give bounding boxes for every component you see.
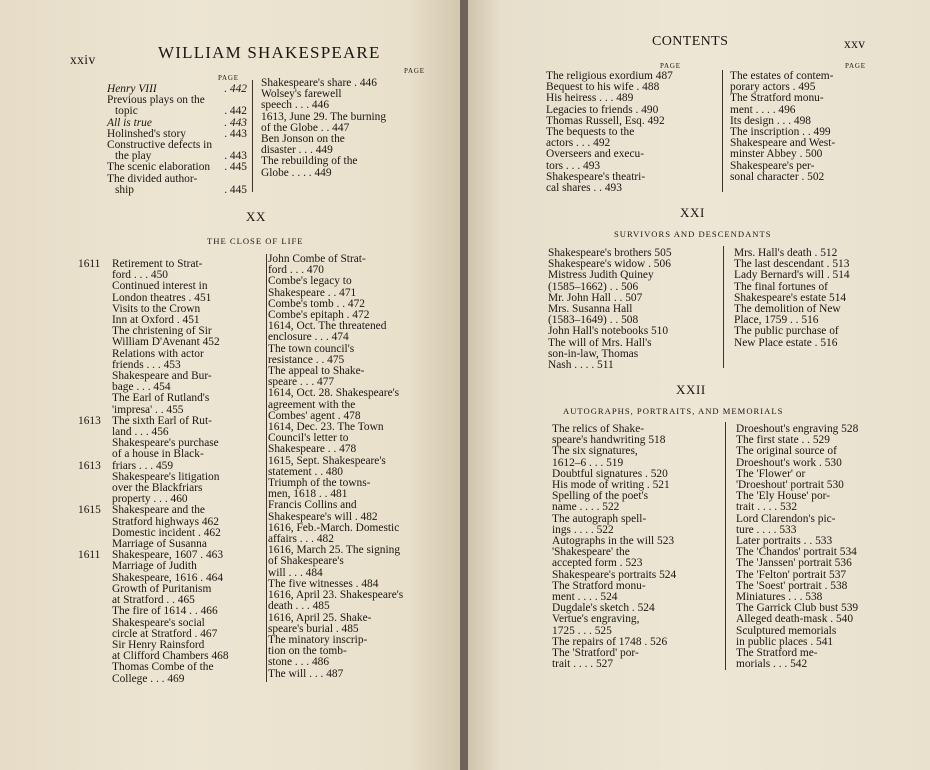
contents-entry-line: The minatory inscrip- <box>268 633 368 646</box>
contents-entry-line: The 'Stratford' por- <box>552 647 639 660</box>
contents-entry-line: The will . . . 487 <box>268 667 344 680</box>
contents-entry-line: Marriage of Judith <box>112 560 197 573</box>
contents-entry-line: College . . . 469 <box>112 672 185 685</box>
contents-entry-line: The 'Felton' portrait 537 <box>736 568 847 581</box>
contents-entry-line: Globe . . . . 449 <box>261 166 332 179</box>
contents-entry-line: ford . . . 450 <box>112 269 168 282</box>
contents-entry-line: Combes' agent . 478 <box>268 409 361 422</box>
contents-entry-line: Doubtful signatures . 520 <box>552 467 668 480</box>
contents-entry-line: Shakespeare's purchase <box>112 437 219 450</box>
contents-entry-line: Mrs. Hall's death . 512 <box>734 247 838 259</box>
right-page-label-a: PAGE <box>660 62 681 70</box>
contents-entry-line: The christening of Sir <box>112 325 212 338</box>
contents-entry-line: The fire of 1614 . . 466 <box>112 605 218 618</box>
contents-entry-line: friars . . . 459 <box>112 459 174 472</box>
contents-entry-line: Holinshed's story . 443 <box>107 127 247 140</box>
contents-entry-line: Overseers and execu- <box>546 148 645 161</box>
contents-entry-line: cal shares . . 493 <box>546 182 622 195</box>
contents-entry-line: The six signatures, <box>552 445 638 458</box>
contents-entry-line: at Clifford Chambers 468 <box>112 650 229 663</box>
contents-entry-line: Place, 1759 . . 516 <box>734 314 819 327</box>
contents-entry-line: Shakespeare's social <box>112 616 205 629</box>
chapter-xx-title: THE CLOSE OF LIFE <box>207 236 304 246</box>
left-page <box>0 0 462 770</box>
chapter-xxii-number: XXII <box>676 382 706 397</box>
contents-entry-line: The Garrick Club bust 539 <box>736 602 859 615</box>
chapter-xxi-col1 <box>548 248 720 371</box>
contents-entry-line: actors . . . 492 <box>546 137 611 150</box>
contents-entry-line: 1616, Feb.-March. Domestic <box>268 521 400 534</box>
contents-entry-line: son-in-law, Thomas <box>548 347 639 360</box>
right-page-label-b: PAGE <box>845 62 866 70</box>
contents-entry-line: Shakespeare's portraits 524 <box>552 568 677 581</box>
contents-entry-line: The autograph spell- <box>552 512 647 525</box>
contents-entry-line: Thomas Combe of the <box>112 661 214 674</box>
year-marker: 1613 <box>78 414 101 427</box>
chapter-xx-col1 <box>112 259 262 685</box>
page-ref: . 443 <box>224 116 247 129</box>
contents-entry-line: The inscription . . 499 <box>730 126 831 139</box>
contents-entry-line: Droeshout's work . 530 <box>736 456 842 469</box>
contents-entry-line: The five witnesses . 484 <box>268 577 379 590</box>
contents-entry-line: Francis Collins and <box>268 499 357 512</box>
year-marker: 1615 <box>78 504 101 517</box>
year-marker: 1611 <box>78 549 101 562</box>
contents-entry-line: 1613, June 29. The burning <box>261 110 387 123</box>
left-top-divider <box>252 80 253 192</box>
contents-entry-line: Miniatures . . . 538 <box>736 591 823 604</box>
contents-entry-line: tors . . . 493 <box>546 159 601 172</box>
contents-entry-line: death . . . 485 <box>268 600 330 613</box>
contents-entry-line: land . . . 456 <box>112 426 169 439</box>
contents-entry-line: 1612–6 . . . 519 <box>552 456 624 469</box>
contents-entry-line: The 'Ely House' por- <box>736 490 831 503</box>
contents-entry-line: 1614, Oct. The threatened <box>268 320 387 333</box>
contents-entry-line: Shakespeare . . 478 <box>268 443 357 456</box>
contents-entry-line: The 'Chandos' portrait 534 <box>736 546 857 559</box>
contents-entry-line: 1616, April 23. Shakespeare's <box>268 589 404 602</box>
contents-entry-line: Continued interest in <box>112 280 208 293</box>
contents-entry-line: ings . . . . 522 <box>552 523 614 536</box>
contents-entry-line: in public places . 541 <box>736 635 834 648</box>
chapter-xxii-col2 <box>736 424 906 670</box>
contents-entry-line: Sir Henry Rainsford <box>112 638 205 651</box>
contents-entry-line: Its design . . . 498 <box>730 114 811 127</box>
left-page-label-b: PAGE <box>404 67 425 75</box>
contents-entry-line: porary actors . 495 <box>730 81 816 94</box>
chapter-xxi-number: XXI <box>680 205 705 220</box>
contents-entry-line: Combe's legacy to <box>268 275 352 288</box>
contents-entry-line: Legacies to friends . 490 <box>546 103 659 116</box>
contents-entry-line: Sculptured memorials <box>736 624 837 637</box>
contents-entry-line: Mrs. Susanna Hall <box>548 303 633 316</box>
chapter-xxi-divider <box>723 246 724 368</box>
contents-entry-line: bage . . . 454 <box>112 381 171 394</box>
contents-entry-line: The appeal to Shake- <box>268 365 365 378</box>
contents-entry-line: sonal character . 502 <box>730 170 825 183</box>
contents-entry-line: speare . . . 477 <box>268 376 335 389</box>
contents-entry-line: Shakespeare's widow . 506 <box>548 258 671 271</box>
contents-entry-line: Shakespeare's share . 446 <box>261 77 377 89</box>
page-ref: . 442 <box>224 83 247 95</box>
contents-entry-line: stone . . . 486 <box>268 656 330 669</box>
page-ref: . 445 <box>224 161 247 174</box>
contents-entry-line: The Earl of Rutland's <box>112 392 210 405</box>
contents-entry-line: The final fortunes of <box>734 280 828 293</box>
chapter-xxii-divider <box>725 422 726 670</box>
contents-entry-line: Autographs in the will 523 <box>552 535 675 548</box>
contents-entry-line: The original source of <box>736 445 837 458</box>
contents-entry-line: trait . . . . 532 <box>736 501 798 514</box>
contents-entry-line: property . . . 460 <box>112 493 188 506</box>
contents-entry-line: Later portraits . . 533 <box>736 535 833 548</box>
contents-entry-line: Vertue's engraving, <box>552 613 640 626</box>
contents-entry-line: trait . . . . 527 <box>552 658 614 671</box>
contents-entry-line: The public purchase of <box>734 325 839 338</box>
contents-entry-line: Alleged death-mask . 540 <box>736 613 854 626</box>
contents-entry-line: Shakespeare's per- <box>730 159 815 172</box>
year-marker: 1611 <box>78 258 101 270</box>
contents-entry-line: The last descendant . 513 <box>734 258 850 271</box>
contents-entry-line: Triumph of the towns- <box>268 477 371 490</box>
contents-entry-line: over the Blackfriars <box>112 482 203 495</box>
contents-entry-line: William D'Avenant 452 <box>112 336 220 349</box>
chapter-xxii-title: AUTOGRAPHS, PORTRAITS, AND MEMORIALS <box>563 406 784 416</box>
contents-entry-line: The estates of contem- <box>730 70 834 82</box>
contents-entry-line: 'Droeshout' portrait 530 <box>736 479 844 492</box>
contents-entry-line: John Combe of Strat- <box>268 253 366 265</box>
chapter-xxi-col2 <box>734 248 904 349</box>
contents-entry-line: Shakespeare's estate 514 <box>734 291 847 304</box>
contents-entry-line: Combe's epitaph . 472 <box>268 309 370 322</box>
contents-entry-line: the play . 443 <box>115 150 247 163</box>
contents-entry-line: The bequests to the <box>546 126 635 139</box>
contents-entry-line: New Place estate . 516 <box>734 336 838 349</box>
contents-entry-line: Nash . . . . 511 <box>548 359 614 372</box>
contents-entry-line: speare's handwriting 518 <box>552 434 666 447</box>
contents-entry-line: Droeshout's engraving 528 <box>736 423 859 435</box>
contents-entry-line: John Hall's notebooks 510 <box>548 325 669 338</box>
contents-entry-line: Shakespeare . . 471 <box>268 286 357 299</box>
contents-entry-line: will . . . 484 <box>268 566 323 579</box>
contents-entry-line: His mode of writing . 521 <box>552 479 670 492</box>
contents-entry-line: The 'Soest' portrait . 538 <box>736 579 848 592</box>
contents-entry-line: resistance . . 475 <box>268 353 345 366</box>
page-ref: . 442 <box>224 105 247 118</box>
contents-entry-line: Constructive defects in <box>107 139 213 152</box>
contents-entry-line: Mistress Judith Quiney <box>548 269 654 282</box>
contents-entry-line: The religious exordium 487 <box>546 70 673 82</box>
contents-entry-line: Previous plays on the <box>107 94 205 107</box>
contents-entry-line: Lord Clarendon's pic- <box>736 512 836 525</box>
contents-entry-line: 'impresa' . . 455 <box>112 403 184 416</box>
contents-entry-line: at Stratford . . 465 <box>112 594 195 607</box>
contents-entry-line: Marriage of Susanna <box>112 538 207 551</box>
contents-entry-line: of Shakespeare's <box>268 555 344 568</box>
contents-entry-line: circle at Stratford . 467 <box>112 627 218 640</box>
contents-entry-line: The Stratford me- <box>736 647 818 660</box>
contents-entry-line: friends . . . 453 <box>112 358 181 371</box>
contents-entry-line: The Stratford monu- <box>730 92 824 105</box>
chapter-xxii-col1 <box>552 424 722 670</box>
contents-entry-line: speare's burial . 485 <box>268 622 359 635</box>
contents-entry-line: Council's letter to <box>268 432 349 445</box>
contents-entry-line: Shakespeare's will . 482 <box>268 510 378 523</box>
contents-entry-line: The Stratford monu- <box>552 579 646 592</box>
chapter-xx-col2 <box>268 254 448 680</box>
contents-entry-line: enclosure . . . 474 <box>268 331 349 344</box>
year-marker: 1613 <box>78 459 101 472</box>
contents-entry-line: 'Shakespeare' the <box>552 546 630 559</box>
contents-entry-line: disaster . . . 449 <box>261 144 333 157</box>
contents-entry-line: The town council's <box>268 342 355 355</box>
contents-entry-line: Inn at Oxford . 451 <box>112 314 200 327</box>
contents-entry-line: accepted form . 523 <box>552 557 643 570</box>
chapter-xx-divider <box>266 254 267 682</box>
contents-entry-line: 1615, Sept. Shakespeare's <box>268 454 386 467</box>
contents-entry-line: agreement with the <box>268 398 356 411</box>
contents-entry-line: Shakespeare and West- <box>730 137 836 150</box>
left-page-label-a: PAGE <box>218 74 239 82</box>
contents-entry-line: Lady Bernard's will . 514 <box>734 269 850 282</box>
contents-entry-line: Growth of Puritanism <box>112 582 212 595</box>
contents-entry-line: The first state . . 529 <box>736 434 830 447</box>
contents-entry-line: Shakespeare's brothers 505 <box>548 247 672 259</box>
contents-entry-line: 1614, Oct. 28. Shakespeare's <box>268 387 400 400</box>
contents-top-col2 <box>730 71 900 183</box>
contents-entry-line: Thomas Russell, Esq. 492 <box>546 114 665 127</box>
contents-entry-line: 1616, April 25. Shake- <box>268 611 372 624</box>
contents-entry-line: Combe's tomb . . 472 <box>268 297 365 310</box>
contents-entry-line: Spelling of the poet's <box>552 490 649 503</box>
contents-entry-line: name . . . . 522 <box>552 501 620 514</box>
contents-entry-line: (1585–1662) . . 506 <box>548 280 639 293</box>
contents-entry-line: ment . . . . 496 <box>730 103 796 116</box>
contents-entry-line: tion on the tomb- <box>268 645 347 658</box>
contents-entry-line: The demolition of New <box>734 303 841 316</box>
contents-entry-line: His heiress . . . 489 <box>546 92 634 105</box>
contents-entry-line: The divided author- <box>107 172 198 185</box>
contents-entry-line: ment . . . . 524 <box>552 591 618 604</box>
contents-entry-line: speech . . . 446 <box>261 99 330 112</box>
contents-entry-line: statement . . 480 <box>268 465 343 478</box>
contents-entry-line: The repairs of 1748 . 526 <box>552 635 668 648</box>
contents-entry-line: morials . . . 542 <box>736 658 808 671</box>
contents-entry-line: Shakespeare's litigation <box>112 470 220 483</box>
left-page-number: xxiv <box>70 52 96 67</box>
right-running-head: CONTENTS <box>652 34 729 49</box>
contents-entry-line: The rebuilding of the <box>261 155 358 168</box>
contents-entry-line: The 'Janssen' portrait 536 <box>736 557 852 570</box>
contents-entry-line: (1583–1649) . . 508 <box>548 314 639 327</box>
left-top-col1 <box>107 84 247 196</box>
contents-entry-line: All is true . 443 <box>107 116 247 129</box>
contents-entry-line: 1725 . . . 525 <box>552 624 612 637</box>
contents-entry-line: Domestic incident . 462 <box>112 526 221 539</box>
contents-top-divider <box>722 70 723 192</box>
contents-entry-line: The will of Mrs. Hall's <box>548 336 652 349</box>
contents-entry-line: The scenic elaboration . 445 <box>107 161 247 174</box>
contents-entry-line: Stratford highways 462 <box>112 515 219 528</box>
contents-entry-line: ford . . . 470 <box>268 264 324 277</box>
contents-entry-line: of the Globe . . 447 <box>261 121 350 134</box>
contents-entry-line: Shakespeare and Bur- <box>112 370 212 383</box>
contents-entry-line: minster Abbey . 500 <box>730 148 823 161</box>
contents-entry-line: Shakespeare's theatri- <box>546 170 646 183</box>
contents-entry-line: Henry VIII . 442 <box>107 83 247 95</box>
page-ref: . 443 <box>224 127 247 140</box>
contents-entry-line: London theatres . 451 <box>112 291 212 304</box>
contents-entry-line: of a house in Black- <box>112 448 204 461</box>
contents-entry-line: Bequest to his wife . 488 <box>546 81 660 94</box>
left-top-col2 <box>261 78 431 179</box>
right-page <box>468 0 930 770</box>
contents-entry-line: Shakespeare and the <box>112 504 205 517</box>
contents-entry-line: Wolsey's farewell <box>261 88 342 101</box>
contents-entry-line: Shakespeare, 1616 . 464 <box>112 571 224 584</box>
contents-entry-line: topic . 442 <box>115 105 247 118</box>
contents-entry-line: Retirement to Strat- <box>112 258 203 270</box>
contents-entry-line: 1614, Dec. 23. The Town <box>268 421 384 434</box>
contents-entry-line: Dugdale's sketch . 524 <box>552 602 655 615</box>
contents-entry-line: 1616, March 25. The signing <box>268 544 401 557</box>
contents-entry-line: men, 1618 . . 481 <box>268 488 348 501</box>
contents-entry-line: Mr. John Hall . . 507 <box>548 291 643 304</box>
contents-entry-line: affairs . . . 482 <box>268 533 334 546</box>
contents-entry-line: Relations with actor <box>112 347 204 360</box>
contents-entry-line: The 'Flower' or <box>736 467 806 480</box>
right-page-number: xxv <box>844 36 866 51</box>
chapter-xxi-title: SURVIVORS AND DESCENDANTS <box>614 229 772 239</box>
page-ref: . 443 <box>224 150 247 163</box>
chapter-xx-number: XX <box>246 209 266 224</box>
left-running-head: WILLIAM SHAKESPEARE <box>158 43 381 62</box>
page-ref: . 445 <box>224 183 247 196</box>
contents-entry-line: The sixth Earl of Rut- <box>112 414 212 427</box>
contents-entry-line: ship . 445 <box>115 183 247 196</box>
contents-entry-line: Shakespeare, 1607 . 463 <box>112 549 224 562</box>
contents-entry-line: Ben Jonson on the <box>261 133 345 146</box>
contents-entry-line: Visits to the Crown <box>112 302 201 315</box>
contents-top-col1 <box>546 71 716 194</box>
contents-entry-line: The relics of Shake- <box>552 423 645 435</box>
contents-entry-line: ture . . . . 533 <box>736 523 797 536</box>
